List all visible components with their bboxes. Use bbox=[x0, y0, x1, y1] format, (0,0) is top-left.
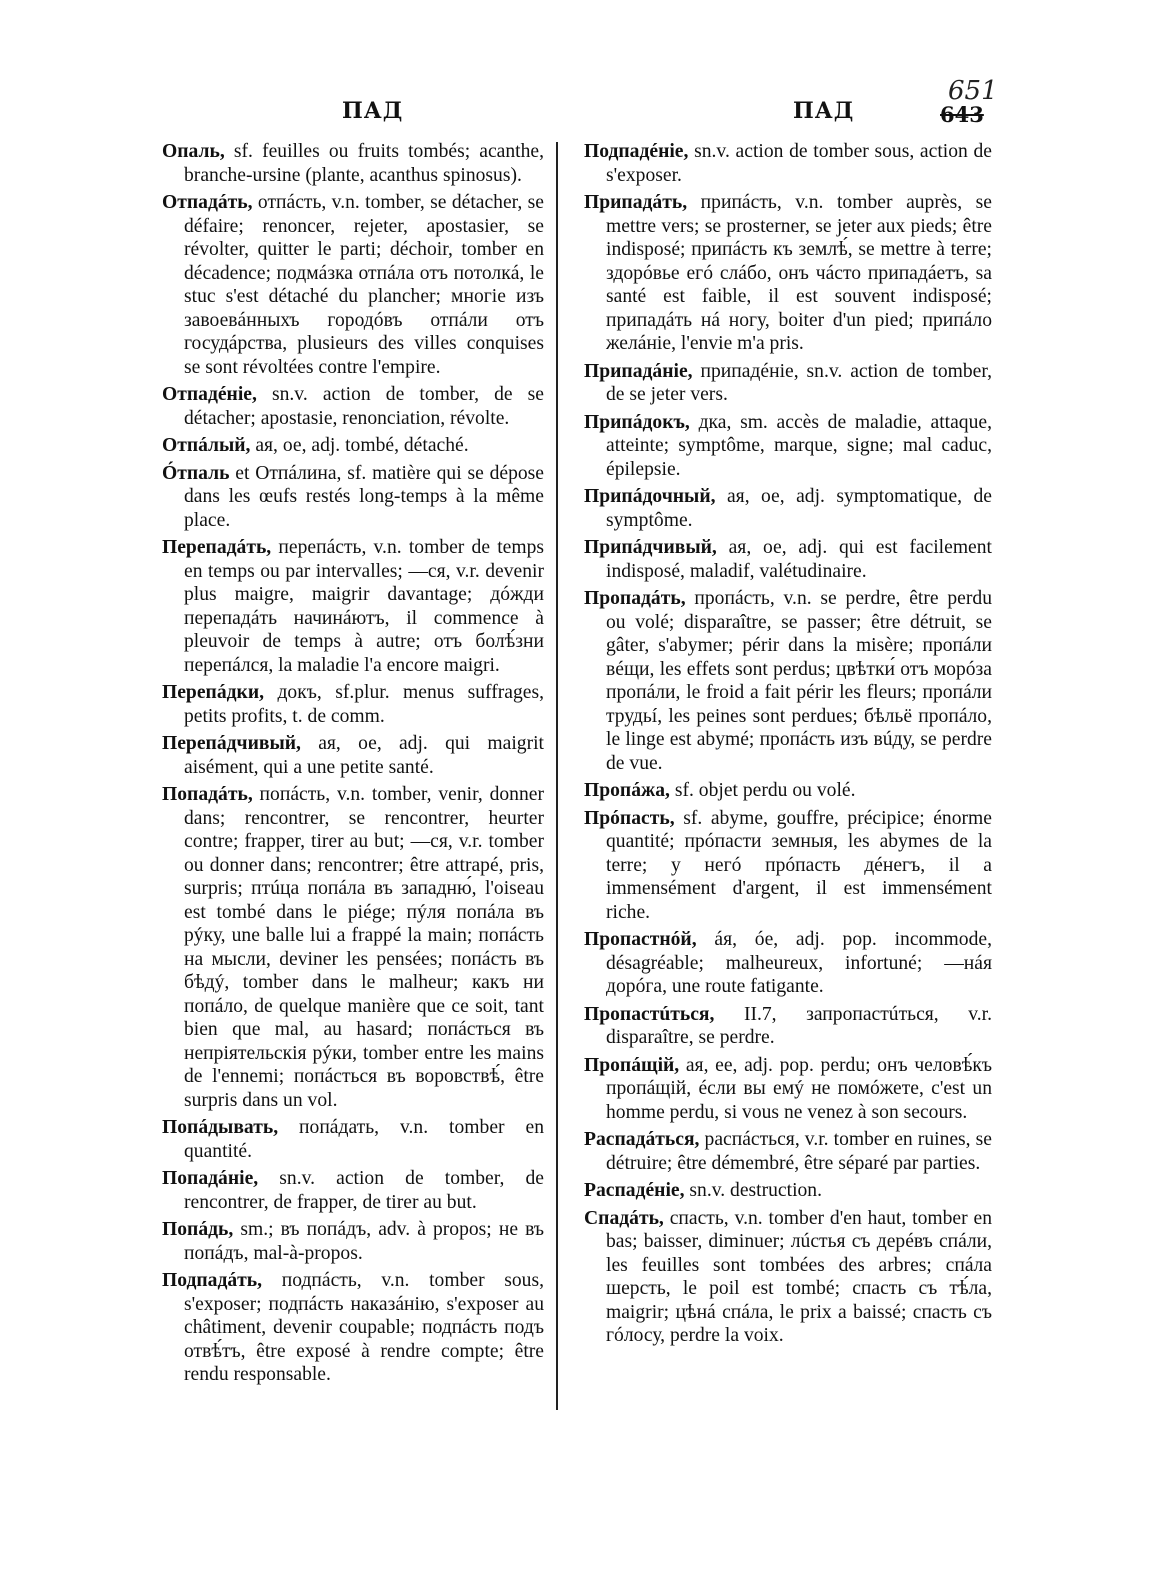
entry-headword: Пропáщій, bbox=[584, 1054, 680, 1076]
entry-headword: Распадéніе, bbox=[584, 1180, 685, 1201]
dictionary-entry bbox=[584, 140, 992, 187]
entry-definition: sn.v. action de tomber, de se détacher; apostasie, renonciation, révolte. bbox=[184, 384, 544, 429]
entry-headword: Припáдокъ, bbox=[584, 411, 690, 433]
entry-definition: sn.v. action de tomber, de rencontrer, de frapper, de tirer au but. bbox=[184, 1168, 544, 1213]
entry-definition: подпáсть, v.n. tomber sous, s'exposer; подпáсть наказáнію, s'exposer au châtiment, devenir coupable; подпáсть подъ отвѣ́тъ, être exposé à rendre compte; être rendu responsable. bbox=[184, 1270, 544, 1385]
entry-headword: Отпадéніе, bbox=[162, 384, 257, 405]
entry-definition: sf. objet perdu ou volé. bbox=[669, 780, 856, 801]
entry-definition: отпáсть, v.n. tomber, se détacher, se défaire; renoncer, rejeter, apostasier, se révolter, quitter le parti; déchoir, tomber en décadence; подмáзка отпáла отъ потолкá, le stuc s'est détaché du plancher; многіе изъ завоевáнныхъ городóвъ отпáли отъ госудáрства, plusieurs des villes conquises se sont révoltées contre l'empire. bbox=[184, 192, 544, 378]
entry-headword: Подпадéніе, bbox=[584, 141, 689, 162]
left-column bbox=[162, 140, 544, 1391]
entry-definition: попáсть, v.n. tomber, venir, donner dans; rencontrer, se rencontrer, heurter contre; frapper, tirer au but; —ся, v.r. tomber ou donner dans; rencontrer; être attrapé, pris, surpris; птúца попáла въ западню́, l'oiseau est tombé dans le piége; пýля попáла въ рýку, une balle lui a frappé la main; попáсть на мысли, deviner les pensées; попáсть въ бѣдý, tomber dans le malheur; какъ ни попáло, de quelque manière que ce soit, tant bien que mal, au hasard; попáсться въ непріятельскія рýки, tomber entre les mains de l'ennemi; попáсться въ воровствѣ́, être surpris dans un vol. bbox=[184, 784, 544, 1111]
dictionary-entry bbox=[162, 1218, 544, 1265]
entry-definition: sf. abyme, gouffre, précipice; énorme quantité; прóпасти земныя, les abymes de la terre; у негó прóпасть дéнегъ, il a immensément d'argent, il est immensément riche. bbox=[606, 807, 992, 923]
entry-headword: Распадáться, bbox=[584, 1129, 700, 1150]
entry-definition: пропáсть, v.n. se perdre, être perdu ou volé; disparaître, se passer; être détruit, se gâter, s'abymer; périr dans la misère; пропáли вéщи, les effets sont perdus; цвѣтки́ отъ морóза пропáли, le froid a fait périr les fleurs; пропáли трудьí, les peines sont perdues; бѣльё пропáло, le linge est abymé; пропáсть изъ вúду, se perdre de vue. bbox=[606, 588, 992, 774]
dictionary-entry bbox=[162, 1167, 544, 1214]
dictionary-entry bbox=[584, 587, 992, 775]
entry-definition: áя, óе, adj. pop. incommode, désagréable; malheureux, infortuné; —нáя дорóга, une route fatigante. bbox=[606, 929, 992, 997]
dictionary-entry bbox=[162, 383, 544, 430]
dictionary-entry bbox=[162, 1269, 544, 1387]
dictionary-entry bbox=[584, 1054, 992, 1125]
entry-definition: дка, sm. accès de maladie, attaque, atteinte; symptôme, marque, signe; mal caduc, épilepsie. bbox=[606, 411, 992, 480]
dictionary-entry bbox=[584, 536, 992, 583]
entry-definition: ая, ее, adj. pop. perdu; онъ человѣ́къ пропáщій, éсли вы емý не помóжете, c'est un homme perdu, si vous ne venez à son secours. bbox=[606, 1054, 992, 1123]
dictionary-entry bbox=[584, 485, 992, 532]
entry-definition: спасть, v.n. tomber d'en haut, tomber en bas; baisser, diminuer; лúстья съ дерéвъ спáли, les feuilles sont tombées des arbres; спáла шерсть, le poil est tombé; спасть съ тѣ́ла, maigrir; цѣнá спáла, le prix a baissé; спасть съ гóлосу, perdre la voix. bbox=[606, 1207, 992, 1346]
entry-headword: Подпадáть, bbox=[162, 1270, 263, 1291]
dictionary-entry bbox=[162, 462, 544, 533]
dictionary-entry bbox=[162, 1116, 544, 1163]
entry-definition: sm.; въ попáдъ, adv. à propos; не въ попáдъ, mal-à-propos. bbox=[184, 1219, 544, 1264]
dictionary-entry bbox=[162, 536, 544, 677]
right-column bbox=[584, 140, 992, 1352]
entry-headword: Припáдочный, bbox=[584, 486, 716, 507]
dictionary-entry bbox=[584, 928, 992, 999]
entry-headword: Припадáть, bbox=[584, 192, 688, 213]
dictionary-entry bbox=[584, 191, 992, 356]
entry-headword: Опаль, bbox=[162, 141, 225, 162]
dictionary-entry bbox=[162, 191, 544, 379]
entry-definition: ая, ое, adj. tombé, détaché. bbox=[250, 435, 469, 456]
entry-definition: et Отпáлина, sf. matière qui se dépose dans les œufs restés long-temps à la même place. bbox=[184, 462, 544, 531]
entry-definition: sf. feuilles ou fruits tombés; acanthe, branche-ursine (plante, acanthus spinosus). bbox=[184, 141, 544, 186]
entry-headword: Пропáжа, bbox=[584, 780, 670, 801]
entry-definition: перепáсть, v.n. tomber de temps en temps ou par intervalles; —ся, v.r. devenir plus maigre, maigrir davantage; дóжди перепадáть начинáютъ, il commence à pleuvoir de temps à autre; отъ болѣ́зни перепáлся, la maladie l'a encore maigri. bbox=[184, 537, 544, 676]
dictionary-entry bbox=[162, 681, 544, 728]
dictionary-entry bbox=[584, 1207, 992, 1348]
printed-page-number: 643 bbox=[940, 102, 984, 127]
entry-headword: Пропастúться, bbox=[584, 1003, 715, 1025]
column-divider bbox=[556, 142, 558, 1410]
entry-definition: ая, ое, adj. qui est facilement indisposé, maladif, valétudinaire. bbox=[606, 537, 992, 582]
dictionary-entry bbox=[162, 140, 544, 187]
dictionary-entry bbox=[584, 779, 992, 803]
handwritten-page-number: 651 bbox=[948, 76, 998, 106]
entry-headword: Попадáніе, bbox=[162, 1168, 259, 1189]
entry-headword: Припáдчивый, bbox=[584, 537, 717, 558]
dictionary-entry bbox=[584, 807, 992, 925]
entry-headword: Отпáлый, bbox=[162, 435, 251, 456]
entry-headword: Перепадáть, bbox=[162, 537, 272, 558]
entry-headword: Отпадáть, bbox=[162, 192, 253, 213]
entry-definition: ая, ое, adj. symptomatique, de symptôme. bbox=[606, 486, 992, 531]
entry-headword: Припадáніе, bbox=[584, 360, 693, 382]
entry-headword: Попáдывать, bbox=[162, 1117, 279, 1138]
running-head-right: ПАД bbox=[793, 98, 855, 124]
entry-definition: припадéніе, sn.v. action de tomber, de se jeter vers. bbox=[606, 360, 992, 405]
entry-definition: попáдать, v.n. tomber en quantité. bbox=[184, 1117, 544, 1162]
dictionary-entry bbox=[162, 434, 544, 458]
dictionary-entry bbox=[162, 783, 544, 1112]
entry-headword: Перепáдчивый, bbox=[162, 733, 301, 754]
entry-headword: Óтпаль bbox=[162, 462, 230, 484]
dictionary-entry bbox=[584, 1003, 992, 1050]
entry-definition: распáсться, v.r. tomber en ruines, se détruire; être démembré, être séparé par parties. bbox=[606, 1129, 992, 1174]
dictionary-entry bbox=[584, 1128, 992, 1175]
entry-headword: Спадáть, bbox=[584, 1207, 664, 1229]
running-head-left: ПАД bbox=[342, 98, 404, 124]
entry-headword: Прóпасть, bbox=[584, 807, 675, 829]
entry-definition: припáсть, v.n. tomber auprès, se mettre vers; se prosterner, se jeter aux pieds; être indisposé; припáсть къ землѣ́, se mettre à terre; здорóвье егó слáбо, онъ чáсто припадáетъ, sa santé est faible, il est souvent indisposé; припадáть нá ногу, boiter d'un pied; припáло желáніе, l'envie m'a pris. bbox=[606, 192, 992, 354]
entry-definition: докъ, sf.plur. menus suffrages, petits profits, t. de comm. bbox=[184, 682, 544, 727]
entry-headword: Попáдь, bbox=[162, 1219, 234, 1240]
entry-headword: Перепáдки, bbox=[162, 682, 265, 703]
entry-headword: Попадáть, bbox=[162, 784, 253, 805]
dictionary-entry bbox=[162, 732, 544, 779]
dictionary-entry bbox=[584, 1179, 992, 1203]
entry-headword: Пропадáть, bbox=[584, 588, 686, 609]
dictionary-entry bbox=[584, 411, 992, 482]
entry-definition: sn.v. destruction. bbox=[684, 1180, 823, 1201]
entry-definition: II.7, запропастúться, v.r. disparaître, se perdre. bbox=[606, 1003, 992, 1048]
dictionary-entry bbox=[584, 360, 992, 407]
entry-headword: Пропастнóй, bbox=[584, 929, 697, 950]
entry-definition: sn.v. action de tomber sous, action de s'exposer. bbox=[606, 141, 992, 186]
entry-definition: ая, ое, adj. qui maigrit aisément, qui a une petite santé. bbox=[184, 733, 544, 778]
